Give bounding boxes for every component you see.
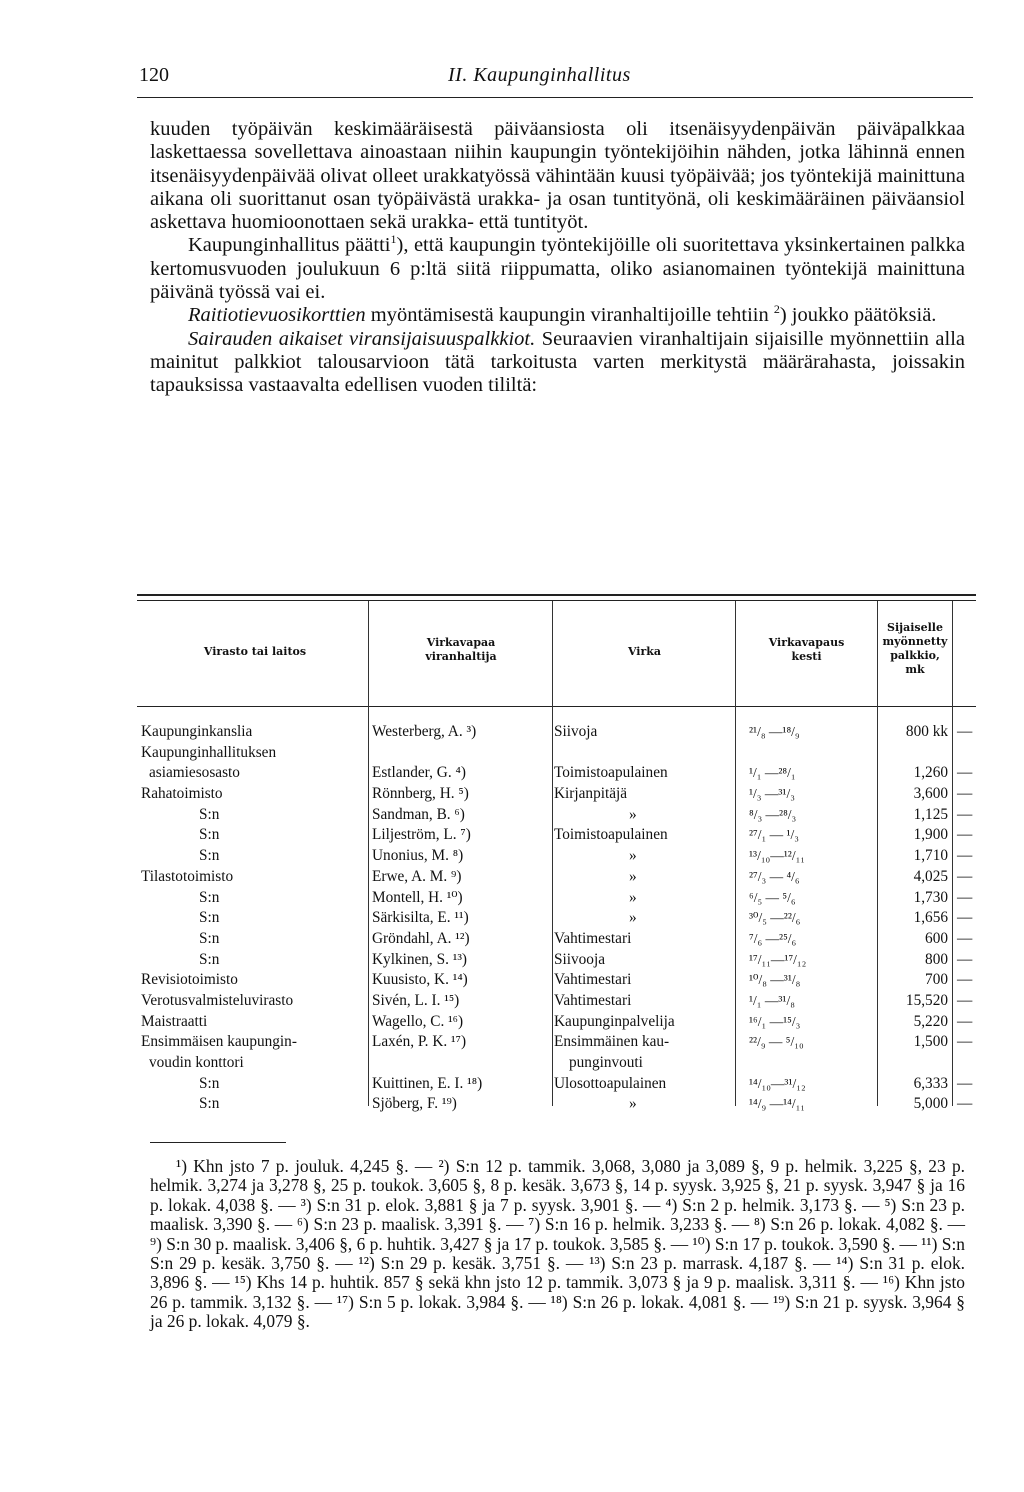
cell-period: ¹⁰/₈ —³¹/₈	[749, 972, 801, 988]
cell-holder: Sivén, L. I. ¹⁵)	[372, 991, 460, 1009]
table-row	[139, 722, 976, 743]
header-fee	[879, 621, 951, 677]
table-row	[139, 825, 976, 846]
cell-office: S:n	[199, 1074, 220, 1092]
page-number: 120	[139, 64, 169, 86]
cell-period: ⁷/₆ —²⁵/₆	[749, 930, 797, 946]
table-row	[139, 970, 976, 991]
cell-post: Vahtimestari	[554, 991, 632, 1009]
table-row	[139, 763, 976, 784]
cell-post: Toimistoapulainen	[554, 764, 668, 782]
cell-period: ¹/₁ —²⁸/₁	[749, 765, 796, 781]
footnotes-text: ¹) Khn jsto 7 p. jouluk. 4,245 §. — ²) S:n 12 p. tammik. 3,068, 3,080 ja 3,089 §, 9 p. helmik. 3,225 §, 23 p. helmik. 3,274 ja 3,278 §, 25 p. toukok. 3,605 §, 8 p. kesäk. 3,673 §, 14 p. syysk. 3,925 §, 21 p. syysk. 3,947 § ja 16 p. lokak. 4,038 §. — ³) S:n 31 p. elok. 3,881 § ja 7 p. syysk. 3,901 §. — ⁴) S:n 2 p. helmik. 3,173 §. — ⁵) S:n 23 p. maalisk. 3,390 §. — ⁶) S:n 23 p. maalisk. 3,391 §. — ⁷) S:n 16 p. helmik. 3,233 §. — ⁸) S:n 26 p. lokak. 4,082 §. — ⁹) S:n 30 p. maalisk. 3,406 §, 6 p. huhtik. 3,427 § ja 17 p. toukok. 3,585 §. — ¹⁰) S:n 17 p. toukok. 3,590 §. — ¹¹) S:n S:n 29 p. kesäk. 3,750 §. — ¹²) S:n 29 p. kesäk. 3,751 §. — ¹³) S:n 23 p. marrask. 4,187 §. — ¹⁴) S:n 31 p. elok. 3,896 §. — ¹⁵) Khs 14 p. huhtik. 857 § sekä khn jsto 12 p. tammik. 3,073 § ja 9 p. maalisk. 3,311 §. — ¹⁶) Khn jsto 26 p. tammik. 3,132 §. — ¹⁷) S:n 5 p. lokak. 3,984 §. — ¹⁸) S:n 26 p. lokak. 4,081 §. — ¹⁹) S:n 21 p. syysk. 3,964 § ja 26 p. lokak. 4,079 §.	[150, 1156, 965, 1332]
table-row	[139, 888, 976, 909]
header-holder	[372, 636, 550, 664]
cell-period: ¹⁷/₁₁—¹⁷/₁₂	[749, 951, 807, 967]
cell-office: Kaupunginhallituksen	[141, 743, 277, 761]
cell-fee: 600	[925, 929, 948, 947]
cell-post: Vahtimestari	[554, 929, 632, 947]
header-office	[145, 645, 365, 659]
cell-holder: Liljeström, L. ⁷)	[372, 826, 471, 844]
table-row	[139, 1032, 976, 1053]
cell-period: ³⁰/₅ —²²/₆	[749, 910, 801, 926]
cell-holder: Gröndahl, A. ¹²)	[372, 929, 470, 947]
cell-fee: 5,000	[913, 1095, 948, 1113]
cell-holder: Särkisilta, E. ¹¹)	[372, 909, 469, 927]
cell-post: »	[629, 909, 637, 927]
table-row	[139, 908, 976, 929]
cell-office: S:n	[199, 847, 220, 865]
cell-period: ¹⁶/₁ —¹⁵/₃	[749, 1013, 801, 1029]
cell-office: S:n	[199, 826, 220, 844]
cell-holder: Montell, H. ¹⁰)	[372, 888, 463, 906]
header-period-line1: Virkavapaus	[768, 636, 845, 649]
cell-period: ²¹/₈ —¹⁸/₉	[749, 724, 800, 739]
header-fee-line4: mk	[905, 663, 925, 676]
page-header	[137, 60, 973, 96]
paragraph-3	[150, 304, 965, 327]
cell-dash: —	[957, 950, 973, 968]
table-row	[139, 1053, 976, 1074]
cell-period: ⁶/₅ — ⁵/₆	[749, 889, 796, 905]
footnote-rule	[150, 1142, 286, 1143]
cell-holder: Wagello, C. ¹⁶)	[372, 1012, 464, 1030]
cell-fee: 1,710	[913, 847, 948, 865]
cell-post: Siivoja	[554, 723, 598, 740]
footnotes	[150, 1157, 965, 1332]
cell-office: S:n	[199, 909, 220, 927]
cell-dash: —	[957, 764, 973, 782]
header-holder-line2: viranhaltija	[425, 650, 497, 663]
header-post	[556, 645, 733, 659]
cell-dash: —	[957, 785, 973, 803]
header-post-text: Virka	[627, 645, 662, 658]
cell-dash: —	[957, 888, 973, 906]
table-header-rule	[137, 706, 976, 707]
cell-period: ⁸/₃ —²⁸/₃	[749, 806, 797, 822]
cell-period: ²⁷/₁ — ¹/₃	[749, 827, 799, 843]
cell-dash: —	[957, 909, 973, 927]
paragraph-2-start: Kaupunginhallitus päätti	[188, 234, 391, 257]
footnote-ref-2: 2	[773, 302, 780, 317]
cell-office: asiamiesosasto	[149, 764, 240, 782]
cell-office: S:n	[199, 929, 220, 947]
table-row	[139, 929, 976, 950]
cell-fee: 5,220	[913, 1012, 948, 1030]
cell-fee: 700	[925, 971, 948, 989]
cell-fee: 1,260	[913, 764, 948, 782]
paragraph-3-b: ) joukko päätöksiä.	[779, 304, 937, 327]
cell-dash: —	[957, 1095, 973, 1113]
paragraph-3-a: myöntämisestä kaupungin viranhaltijoille tehtiin	[365, 304, 774, 327]
cell-post: Ulosottoapulainen	[554, 1074, 667, 1092]
cell-office: S:n	[199, 888, 220, 906]
cell-post: »	[629, 888, 637, 906]
cell-office: Kaupunginkanslia	[141, 723, 253, 740]
cell-office: Verotusvalmisteluvirasto	[141, 991, 294, 1009]
paragraph-1: kuuden työpäivän keskimääräisestä päiväansiosta oli itsenäisyydenpäivän päiväpalkkaa laskettaessa sovellettava ainoastaan niihin kaupungin työntekijöihin nähden, jotka lähinnä ennen itsenäisyydenpäivää olivat olleet urakkatyössä vähintään kuusi työpäivää; jos työntekijä mainittuna aikana oli suorittanut osan työpäivästä urakka- ja osan tuntityönä, oli keskimääräinen päiväansiol askettava huomioonottaen sekä urakka- että tuntityöt.	[150, 118, 965, 234]
header-period-line2: kesti	[791, 650, 822, 663]
cell-post: Siivooja	[554, 950, 605, 968]
cell-post: Vahtimestari	[554, 971, 632, 989]
table-top-rule-inner	[137, 600, 976, 601]
cell-office: S:n	[199, 1095, 220, 1113]
cell-period: ²⁷/₃ — ⁴/₆	[749, 868, 800, 884]
header-holder-line1: Virkavapaa	[426, 636, 496, 649]
paragraph-2-rest: ), että kaupungin työntekijöille oli suoritettava yksinkertainen palkka kertomusvuoden joulukuun 6 p:ltä siitä riippumatta, oliko asianomainen työntekijä mainittuna päivänä työssä vai ei.	[150, 234, 965, 304]
cell-dash: —	[957, 826, 973, 844]
cell-holder: Sandman, B. ⁶)	[372, 805, 465, 823]
table-row	[139, 1074, 976, 1095]
cell-dash: —	[957, 1033, 973, 1051]
paragraph-4	[150, 328, 965, 398]
header-rule	[137, 97, 973, 98]
cell-fee: 3,600	[913, 785, 948, 803]
cell-holder: Estlander, G. ⁴)	[372, 764, 466, 782]
cell-dash: —	[957, 723, 973, 740]
cell-holder: Kuittinen, E. I. ¹⁸)	[372, 1074, 483, 1092]
header-fee-line2: myönnetty	[882, 635, 948, 648]
cell-holder: Kuusisto, K. ¹⁴)	[372, 971, 468, 989]
cell-fee: 1,500	[913, 1033, 948, 1051]
cell-office: Tilastotoimisto	[141, 867, 234, 885]
cell-dash: —	[957, 847, 973, 865]
cell-dash: —	[957, 867, 973, 885]
cell-office: S:n	[199, 950, 220, 968]
cell-office: voudin konttori	[149, 1054, 244, 1071]
cell-fee: 800	[925, 950, 948, 968]
cell-holder: Sjöberg, F. ¹⁹)	[372, 1095, 457, 1113]
paragraph-4-rest: Seuraavien viranhaltijain sijaisille myönnettiin alla mainitut palkkiot talousarvioon tätä tarkoitusta varten merkitystä määrärahasta, joissakin tapauksissa vastaavalta edellisen vuoden tililtä:	[150, 327, 965, 397]
cell-office: Revisiotoimisto	[141, 971, 238, 989]
cell-fee: 1,900	[913, 826, 948, 844]
cell-period: ¹⁴/₁₀—³¹/₁₂	[749, 1075, 806, 1091]
cell-holder: Laxén, P. K. ¹⁷)	[372, 1033, 467, 1051]
cell-post: »	[629, 1095, 637, 1113]
cell-period: ¹³/₁₀—¹²/₁₁	[749, 848, 806, 864]
cell-holder: Westerberg, A. ³)	[372, 723, 477, 740]
cell-holder: Unonius, M. ⁸)	[372, 847, 464, 865]
cell-post: »	[629, 847, 637, 865]
cell-post: Toimistoapulainen	[554, 826, 668, 844]
table-row	[139, 743, 976, 764]
body-text	[150, 118, 965, 398]
cell-fee: 800 kk	[905, 723, 948, 740]
cell-dash: —	[957, 1012, 973, 1030]
paragraph-3-italic: Raitiotievuosikorttien	[188, 304, 366, 327]
paragraph-2	[150, 234, 965, 304]
cell-office: Ensimmäisen kaupungin-	[141, 1033, 297, 1051]
cell-fee: 15,520	[905, 991, 948, 1009]
table-row	[139, 1012, 976, 1033]
cell-fee: 1,656	[913, 909, 948, 927]
cell-dash: —	[957, 991, 973, 1009]
cell-office: Rahatoimisto	[141, 785, 223, 803]
cell-period: ¹⁴/₉ —¹⁴/₁₁	[749, 1096, 806, 1112]
cell-post: punginvouti	[569, 1054, 643, 1071]
footnote-ref-1: 1	[390, 232, 397, 247]
cell-office: S:n	[199, 805, 220, 823]
cell-post: Kaupunginpalvelija	[554, 1012, 675, 1030]
table-row	[139, 867, 976, 888]
cell-office: Maistraatti	[141, 1012, 208, 1030]
table-body	[139, 722, 976, 1115]
cell-holder: Erwe, A. M. ⁹)	[372, 867, 462, 885]
table-row	[139, 991, 976, 1012]
cell-fee: 1,125	[913, 805, 948, 823]
table-row	[139, 784, 976, 805]
header-fee-line3: palkkio,	[890, 649, 940, 662]
header-period	[738, 636, 875, 664]
table-top-rule	[137, 594, 976, 596]
cell-dash: —	[957, 971, 973, 989]
cell-post: »	[629, 867, 637, 885]
table-row	[139, 846, 976, 867]
cell-fee: 1,730	[913, 888, 948, 906]
cell-period: ¹/₁ —³¹/₈	[749, 992, 795, 1008]
cell-dash: —	[957, 805, 973, 823]
cell-post: Kirjanpitäjä	[554, 785, 628, 803]
cell-post: »	[629, 805, 637, 823]
cell-holder: Kylkinen, S. ¹³)	[372, 950, 468, 968]
cell-period: ²²/₉ — ⁵/₁₀	[749, 1034, 804, 1050]
cell-dash: —	[957, 1074, 973, 1092]
cell-dash: —	[957, 929, 973, 947]
cell-period: ¹/₃ —³¹/₃	[749, 786, 795, 802]
paragraph-4-italic: Sairauden aikaiset viransijaisuuspalkkiot.	[188, 327, 536, 350]
header-fee-line1: Sijaiselle	[887, 621, 943, 634]
table-row	[139, 950, 976, 971]
running-title: II. Kaupunginhallitus	[448, 64, 631, 86]
cell-holder: Rönnberg, H. ⁵)	[372, 785, 469, 803]
table-row	[139, 1094, 976, 1115]
header-office-text: Virasto tai laitos	[203, 645, 307, 658]
cell-post: Ensimmäinen kau-	[554, 1033, 670, 1051]
cell-fee: 6,333	[913, 1074, 948, 1092]
table-row	[139, 805, 976, 826]
cell-fee: 4,025	[913, 867, 948, 885]
